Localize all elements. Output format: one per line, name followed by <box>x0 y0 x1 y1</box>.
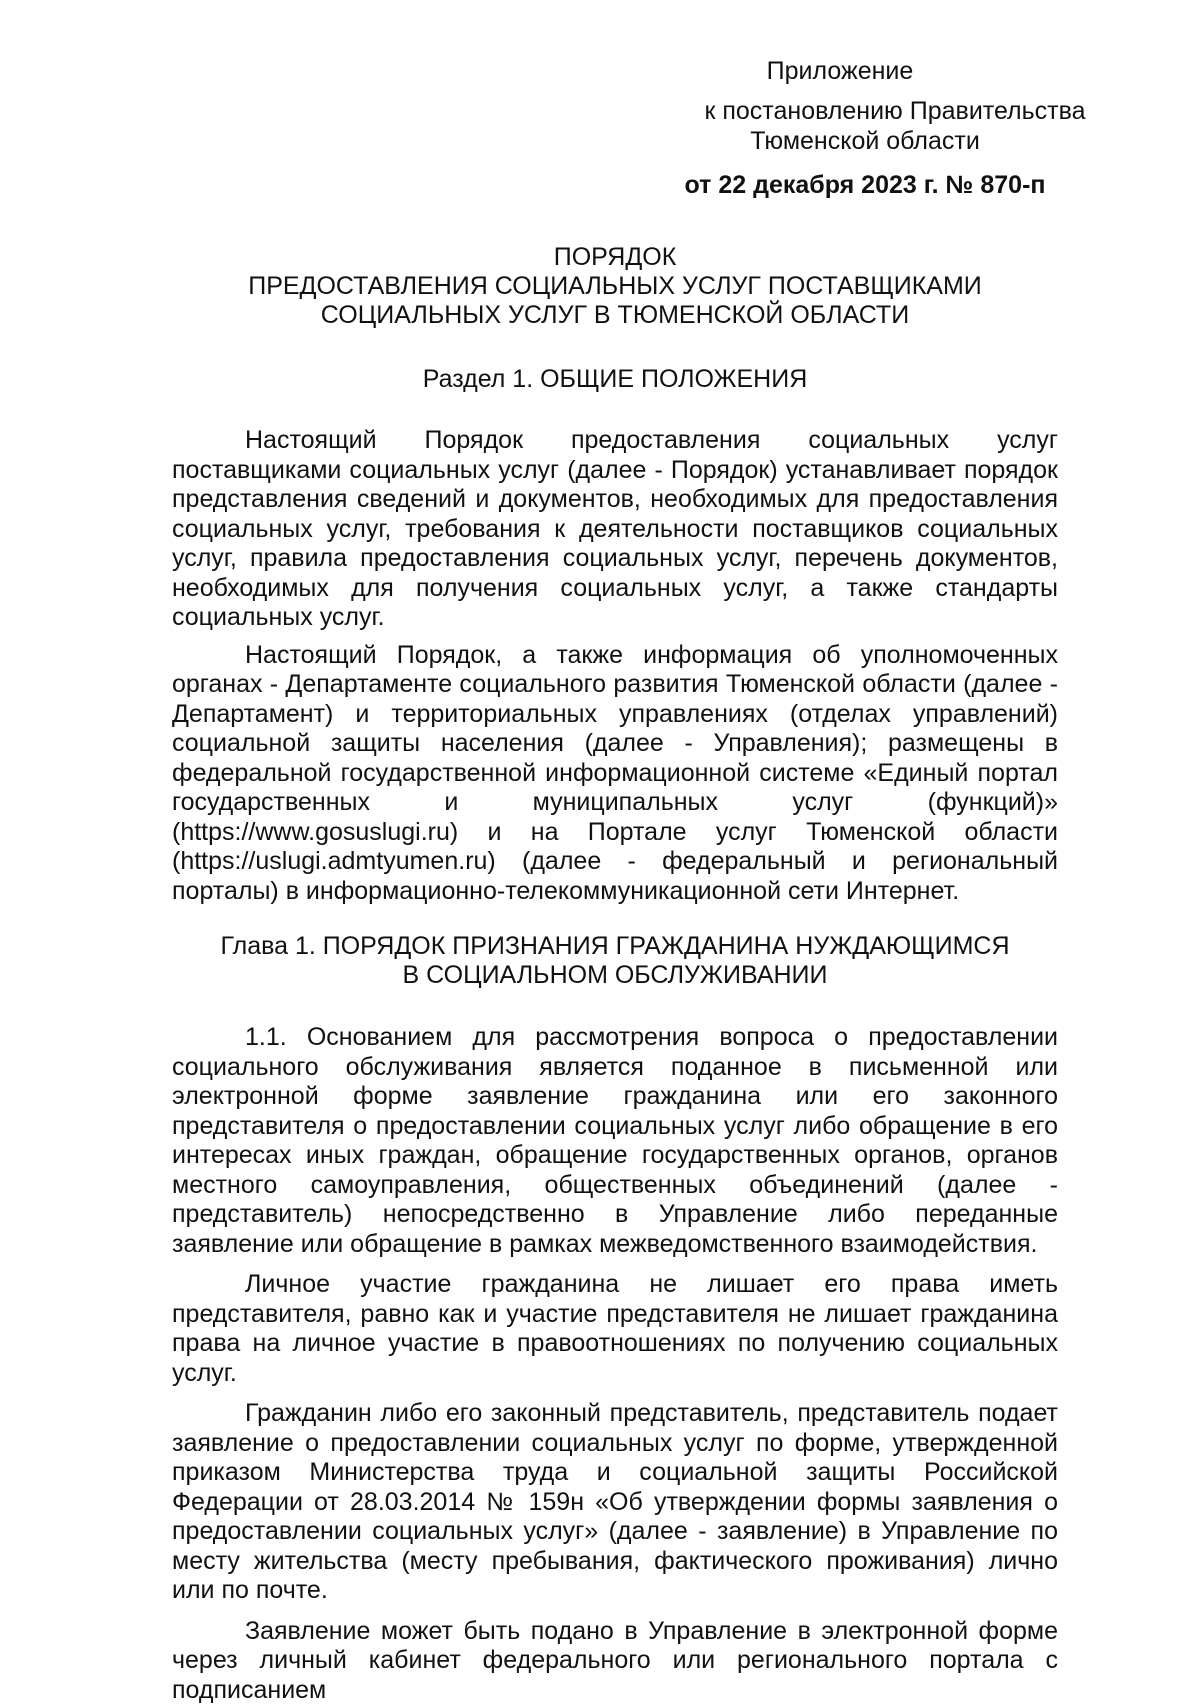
title-line-2: ПРЕДОСТАВЛЕНИЯ СОЦИАЛЬНЫХ УСЛУГ ПОСТАВЩИКАМИ <box>170 272 1060 301</box>
chapter-heading-line-1: Глава 1. ПОРЯДОК ПРИЗНАНИЯ ГРАЖДАНИНА НУЖДАЮЩИМСЯ <box>170 932 1060 961</box>
title-line-1: ПОРЯДОК <box>170 243 1060 272</box>
document-title <box>170 243 1060 330</box>
chapter-heading <box>170 932 1060 990</box>
paragraph: Гражданин либо его законный представитель, представитель подает заявление о предоставлении социальных услуг по форме, утвержденной приказом Министерства труда и социальной защиты Российской Федерации от 28.03.2014 № 159н «Об утверждении формы заявления о предоставлении социальных услуг» (далее - заявление) в Управление по месту жительства (месту пребывания, фактического проживания) лично или по почте. <box>172 1399 1058 1606</box>
section-heading: Раздел 1. ОБЩИЕ ПОЛОЖЕНИЯ <box>170 365 1060 394</box>
paragraph: Личное участие гражданина не лишает его права иметь представителя, равно как и участие представителя не лишает гражданина права на личное участие в правоотношениях по получению социальных услуг. <box>172 1270 1058 1388</box>
decree-reference-line1: к постановлению Правительства <box>660 96 1130 127</box>
decree-reference-line2: Тюменской области <box>660 126 1070 157</box>
paragraph: Настоящий Порядок предоставления социальных услуг поставщиками социальных услуг (далее - Порядок) устанавливает порядок представления сведений и документов, необходимых для предоставления социальных услуг, требования к деятельности поставщиков социальных услуг, правила предоставления социальных услуг, перечень документов, необходимых для получения социальных услуг, а также стандарты социальных услуг. <box>172 426 1058 633</box>
title-line-3: СОЦИАЛЬНЫХ УСЛУГ В ТЮМЕНСКОЙ ОБЛАСТИ <box>170 301 1060 330</box>
paragraph: Заявление может быть подано в Управление в электронной форме через личный кабинет федерального или регионального портала с подписанием <box>172 1617 1058 1705</box>
paragraph: Настоящий Порядок, а также информация об уполномоченных органах - Департаменте социального развития Тюменской области (далее - Департамент) и территориальных управлениях (отделах управлений) социальной защиты населения (далее - Управления); размещены в федеральной государственной информационной системе «Единый портал государственных и муниципальных услуг (функций)» (https://www.gosuslugi.ru) и на Портале услуг Тюменской области (https://uslugi.admtyumen.ru) (далее - федеральный и региональный порталы) в информационно-телекоммуникационной сети Интернет. <box>172 641 1058 907</box>
paragraph: 1.1. Основанием для рассмотрения вопроса о предоставлении социального обслуживания является поданное в письменной или электронной форме заявление гражданина или его законного представителя о предоставлении социальных услуг либо обращение в его интересах иных граждан, обращение государственных органов, органов местного самоуправления, общественных объединений (далее - представитель) непосредственно в Управление либо переданные заявление или обращение в рамках межведомственного взаимодействия. <box>172 1023 1058 1259</box>
chapter1-body <box>172 1023 1058 1705</box>
section1-body <box>172 426 1058 906</box>
appendix-label: Приложение <box>660 56 1020 87</box>
decree-date: от 22 декабря 2023 г. № 870-п <box>660 170 1070 201</box>
chapter-heading-line-2: В СОЦИАЛЬНОМ ОБСЛУЖИВАНИИ <box>170 961 1060 990</box>
